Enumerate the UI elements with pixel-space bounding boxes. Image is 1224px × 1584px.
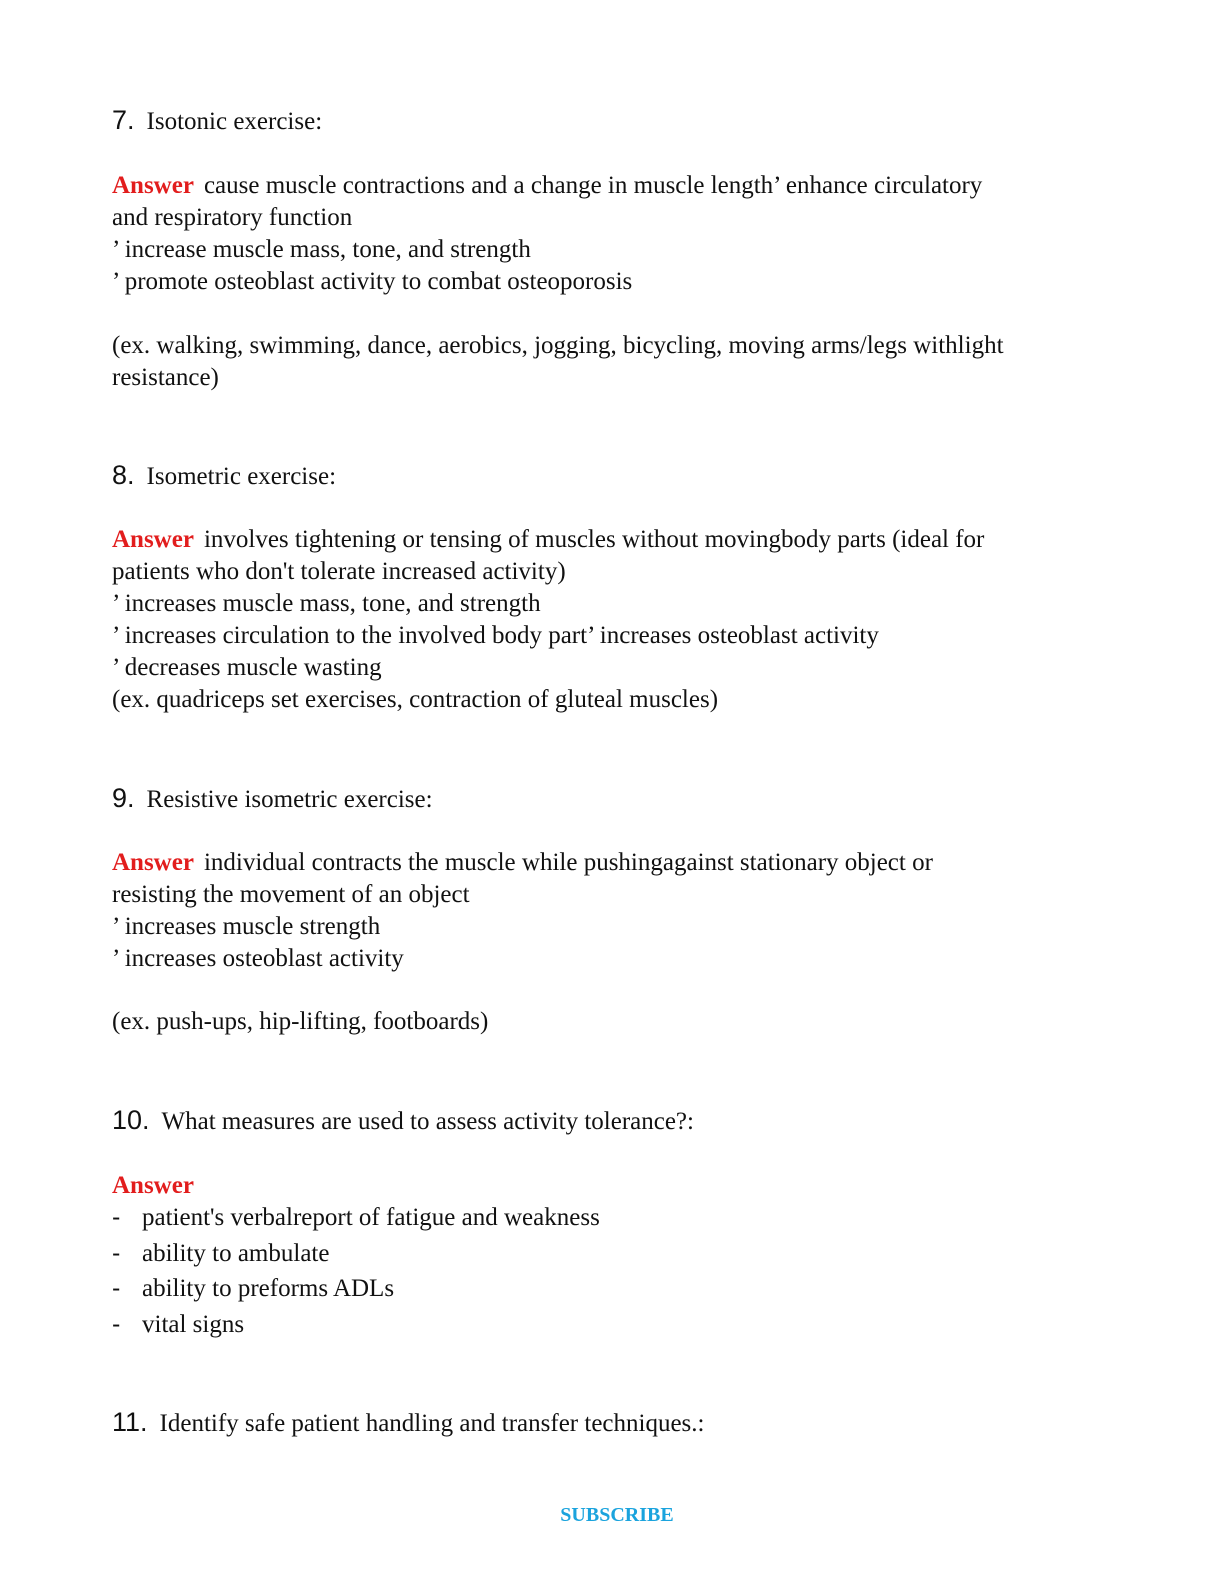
question-title: Resistive isometric exercise: bbox=[146, 786, 433, 813]
answer-text: involves tightening or tensing of muscles without movingbody parts (ideal for bbox=[203, 526, 985, 553]
list-item bbox=[112, 1200, 1112, 1236]
list-item-text: patient's verbalreport of fatigue and weakness bbox=[142, 1204, 600, 1231]
answer-line: patients who don't tolerate increased activity) bbox=[112, 558, 566, 585]
dash-bullet: - bbox=[112, 1203, 121, 1231]
question-7-example bbox=[112, 330, 1112, 394]
answer-label: Answer bbox=[112, 526, 194, 553]
question-9-example bbox=[112, 1006, 1112, 1038]
subscribe-link[interactable]: SUBSCRIBE bbox=[560, 1504, 674, 1526]
answer-label: Answer bbox=[112, 172, 194, 199]
answer-line: ’ increase muscle mass, tone, and strength bbox=[112, 236, 531, 263]
dash-bullet: - bbox=[112, 1309, 121, 1338]
answer-line bbox=[112, 170, 1112, 202]
dash-bullet: - bbox=[112, 1274, 121, 1302]
example-line: resistance) bbox=[112, 364, 219, 391]
question-9 bbox=[112, 782, 1112, 816]
answer-label: Answer bbox=[112, 1172, 194, 1199]
answer-line bbox=[112, 1170, 1112, 1202]
list-item-text: ability to preforms ADLs bbox=[142, 1275, 395, 1302]
question-8-answer bbox=[112, 524, 1112, 716]
answer-line: ’ increases muscle mass, tone, and strength bbox=[112, 590, 541, 617]
question-10-answer bbox=[112, 1170, 1112, 1202]
answer-line: ’ increases osteoblast activity bbox=[112, 945, 404, 972]
question-number: 10. bbox=[112, 1105, 150, 1135]
question-7-answer bbox=[112, 170, 1112, 298]
dash-bullet: - bbox=[112, 1238, 121, 1267]
example-line: (ex. push-ups, hip-lifting, footboards) bbox=[112, 1008, 489, 1035]
question-title: What measures are used to assess activity tolerance?: bbox=[161, 1108, 694, 1135]
question-heading bbox=[112, 1406, 1112, 1440]
list-item bbox=[112, 1271, 1112, 1307]
question-heading bbox=[112, 1104, 1112, 1138]
answer-text: individual contracts the muscle while pushingagainst stationary object or bbox=[203, 849, 933, 876]
answer-line: ’ increases circulation to the involved body part’ increases osteoblast activity bbox=[112, 622, 879, 649]
question-heading bbox=[112, 104, 1112, 138]
question-7 bbox=[112, 104, 1112, 138]
question-number: 11. bbox=[112, 1407, 148, 1437]
answer-line: resisting the movement of an object bbox=[112, 881, 470, 908]
question-number: 7. bbox=[112, 105, 135, 135]
question-10-list bbox=[112, 1200, 1112, 1342]
question-11 bbox=[112, 1406, 1112, 1440]
question-10 bbox=[112, 1104, 1112, 1138]
answer-label: Answer bbox=[112, 849, 194, 876]
question-9-answer bbox=[112, 847, 1112, 975]
answer-line: ’ decreases muscle wasting bbox=[112, 654, 382, 681]
answer-line bbox=[112, 524, 1112, 556]
answer-line bbox=[112, 847, 1112, 879]
question-number: 9. bbox=[112, 783, 135, 813]
answer-line: (ex. quadriceps set exercises, contraction of gluteal muscles) bbox=[112, 686, 719, 713]
list-item bbox=[112, 1236, 1112, 1272]
question-heading bbox=[112, 782, 1112, 816]
answer-line: ’ promote osteoblast activity to combat osteoporosis bbox=[112, 268, 633, 295]
question-number: 8. bbox=[112, 460, 135, 490]
example-line: (ex. walking, swimming, dance, aerobics, jogging, bicycling, moving arms/legs withlight bbox=[112, 332, 1004, 359]
list-item-text: ability to ambulate bbox=[142, 1239, 330, 1267]
answer-line: and respiratory function bbox=[112, 204, 353, 231]
answer-text: cause muscle contractions and a change in muscle length’ enhance circulatory bbox=[203, 172, 983, 199]
question-title: Identify safe patient handling and transfer techniques.: bbox=[159, 1410, 705, 1437]
question-heading bbox=[112, 459, 1112, 493]
question-title: Isotonic exercise: bbox=[146, 108, 323, 135]
question-8 bbox=[112, 459, 1112, 493]
question-title: Isometric exercise: bbox=[146, 463, 337, 490]
list-item bbox=[112, 1307, 1112, 1343]
list-item-text: vital signs bbox=[142, 1310, 245, 1338]
answer-line: ’ increases muscle strength bbox=[112, 913, 381, 940]
